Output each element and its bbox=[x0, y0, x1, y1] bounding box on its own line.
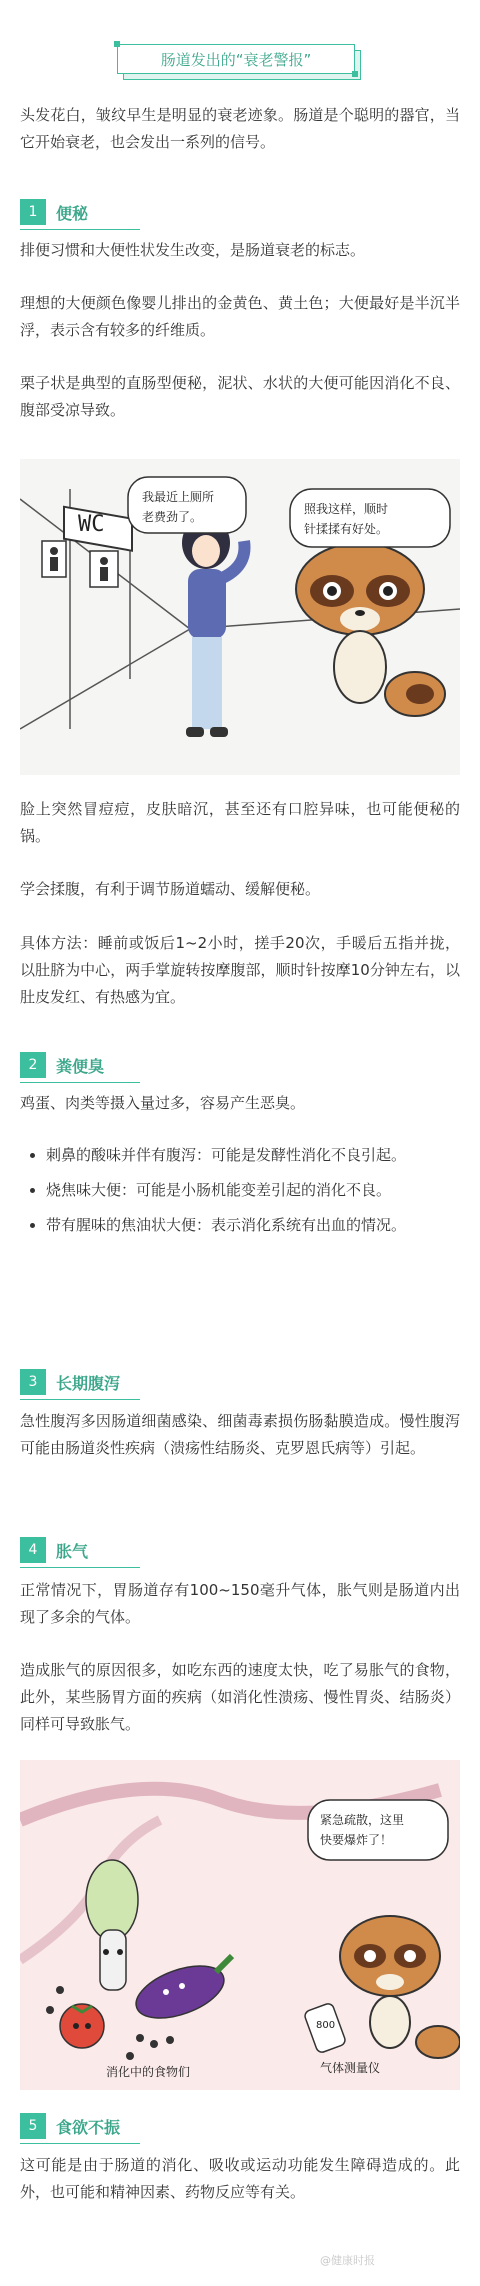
section-number: 2 bbox=[20, 1052, 46, 1078]
title-corner-decoration bbox=[352, 71, 358, 77]
paragraph: 具体方法：睡前或饭后1~2小时，搓手20次，手暖后五指并拢，以肚脐为中心，两手掌旋转按摩腹部，顺时针按摩10分钟左右，以肚皮发红、有热感为宜。 bbox=[20, 934, 460, 1006]
list-item: 刺鼻的酸味并伴有腹泻：可能是发酵性消化不良引起。 bbox=[20, 1142, 460, 1169]
food-label-text: 消化中的食物们 bbox=[106, 2065, 191, 2079]
paragraph: 造成胀气的原因很多，如吃东西的速度太快，吃了易胀气的食物，此外，某些肠胃方面的疾病（如消化性溃疡、慢性胃炎、结肠炎）同样可导致胀气。 bbox=[20, 1661, 460, 1733]
paragraph: 脸上突然冒痘痘，皮肤暗沉，甚至还有口腔异味，也可能便秘的锅。 bbox=[20, 800, 460, 845]
section-heading-4 bbox=[20, 1535, 88, 1565]
bloating-comic-illustration bbox=[20, 1760, 460, 2090]
raccoon-speech-bubble bbox=[308, 1800, 448, 1860]
section-underline bbox=[20, 2143, 140, 2144]
paragraph: 理想的大便颜色像婴儿排出的金黄色、黄土色；大便最好是半沉半浮，表示含有较多的纤维质。 bbox=[20, 294, 460, 339]
section-heading-2 bbox=[20, 1050, 104, 1080]
meter-label-text: 气体测量仪 bbox=[320, 2061, 381, 2075]
tomato-illustration bbox=[60, 2004, 104, 2048]
meter-value-text: 800 bbox=[316, 2020, 336, 2031]
section-heading-5 bbox=[20, 2111, 120, 2141]
title-corner-decoration bbox=[114, 41, 120, 47]
list-item: 带有腥味的焦油状大便：表示消化系统有出血的情况。 bbox=[20, 1212, 460, 1239]
svg-text:快要爆炸了！: 快要爆炸了！ bbox=[320, 1833, 393, 1847]
paragraph: 这可能是由于肠道的消化、吸收或运动功能发生障碍造成的。此外，也可能和精神因素、药物反应等有关。 bbox=[20, 2156, 460, 2201]
section-number: 4 bbox=[20, 1537, 46, 1563]
page-title: 肠道发出的“衰老警报” bbox=[117, 44, 355, 74]
section-underline bbox=[20, 1567, 140, 1568]
paragraph: 急性腹泻多因肠道细菌感染、细菌毒素损伤肠黏膜造成。慢性腹泻可能由肠道炎性疾病（溃疡性结肠炎、克罗恩氏病等）引起。 bbox=[20, 1412, 460, 1457]
section-title: 食欲不振 bbox=[56, 2117, 121, 2137]
section-number: 3 bbox=[20, 1369, 46, 1395]
svg-text:紧急疏散，这里: 紧急疏散，这里 bbox=[320, 1813, 405, 1827]
section-number: 5 bbox=[20, 2113, 46, 2139]
watermark: @健康时报 bbox=[320, 2254, 375, 2267]
section-underline bbox=[20, 1082, 140, 1083]
section-title: 便秘 bbox=[56, 203, 89, 223]
svg-text:老费劲了。: 老费劲了。 bbox=[142, 510, 203, 524]
svg-text:针揉揉有好处。: 针揉揉有好处。 bbox=[304, 522, 389, 536]
paragraph: 排便习惯和大便性状发生改变，是肠道衰老的标志。 bbox=[20, 241, 366, 259]
constipation-comic-illustration bbox=[20, 459, 460, 775]
paragraph: 学会揉腹，有利于调节肠道蠕动、缓解便秘。 bbox=[20, 880, 321, 898]
svg-text:我最近上厕所: 我最近上厕所 bbox=[142, 490, 215, 504]
intro-paragraph: 头发花白，皱纹早生是明显的衰老迹象。肠道是个聪明的器官，当它开始衰老，也会发出一系列的信号。 bbox=[20, 106, 460, 151]
section-heading-3 bbox=[20, 1367, 120, 1397]
paragraph: 鸡蛋、肉类等摄入量过多，容易产生恶臭。 bbox=[20, 1094, 306, 1112]
wc-sign-text: WC bbox=[78, 512, 105, 537]
raccoon-speech-bubble bbox=[290, 489, 450, 547]
svg-text:照我这样，顺时: 照我这样，顺时 bbox=[304, 502, 389, 516]
section-title: 粪便臭 bbox=[56, 1056, 105, 1076]
list-item: 烧焦味大便：可能是小肠机能变差引起的消化不良。 bbox=[20, 1177, 460, 1204]
section-underline bbox=[20, 229, 140, 230]
header-title-box bbox=[117, 44, 363, 82]
section-title: 长期腹泻 bbox=[56, 1373, 121, 1393]
section-heading-1 bbox=[20, 197, 88, 227]
paragraph: 正常情况下，胃肠道存有100~150毫升气体，胀气则是肠道内出现了多余的气体。 bbox=[20, 1581, 460, 1626]
section-underline bbox=[20, 1399, 140, 1400]
person-speech-bubble bbox=[128, 477, 246, 533]
paragraph: 栗子状是典型的直肠型便秘，泥状、水状的大便可能因消化不良、腹部受凉导致。 bbox=[20, 374, 460, 419]
section-number: 1 bbox=[20, 199, 46, 225]
bullet-list bbox=[20, 1142, 460, 1247]
section-title: 胀气 bbox=[56, 1541, 89, 1561]
